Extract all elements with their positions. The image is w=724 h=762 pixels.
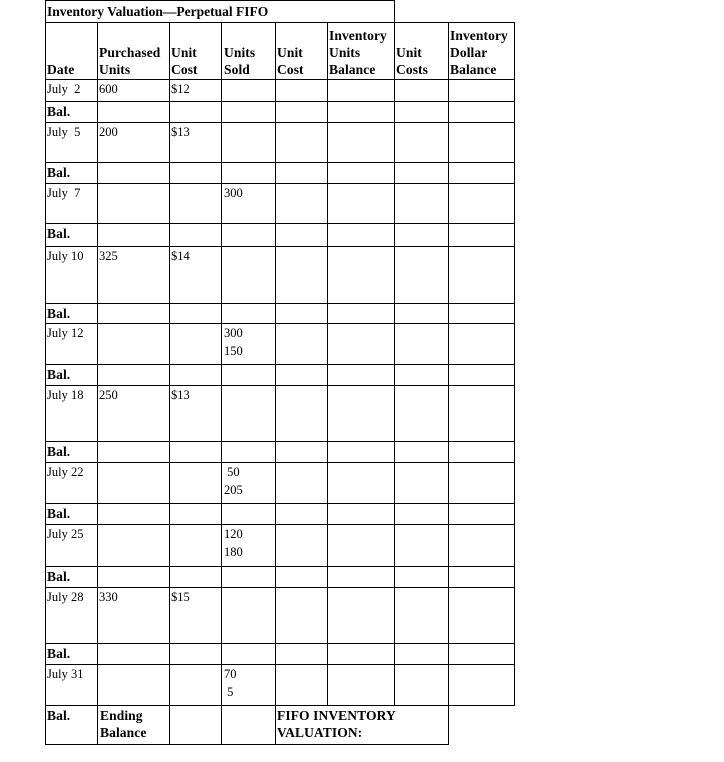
footer-column-divider	[448, 705, 449, 745]
row-divider	[45, 385, 515, 386]
balance-row-label: Bal.	[47, 306, 71, 321]
column-divider	[394, 22, 395, 706]
row-divider	[45, 162, 515, 163]
column-header-unit-cost-purchase: Unit	[171, 45, 197, 60]
column-header-purchased-units: Purchased	[99, 45, 161, 60]
row-divider	[45, 643, 515, 644]
entry-purchased-units: 325	[99, 249, 118, 263]
row-divider	[45, 323, 515, 324]
row-divider	[45, 246, 515, 247]
row-divider	[45, 364, 515, 365]
entry-unit-cost: $13	[171, 125, 190, 139]
balance-row-label: Bal.	[47, 506, 71, 521]
column-divider	[275, 22, 276, 706]
entry-units-sold: 205	[224, 483, 243, 497]
balance-row-label: Bal.	[47, 708, 71, 723]
entry-purchased-units: 250	[99, 388, 118, 402]
balance-row-label: Bal.	[47, 104, 71, 119]
column-header-unit-cost-purchase: Cost	[171, 62, 198, 77]
entry-unit-cost: $13	[171, 388, 190, 402]
entry-unit-cost: $12	[171, 82, 190, 96]
row-divider	[45, 524, 515, 525]
row-divider	[45, 101, 515, 102]
entry-units-sold: 70	[224, 667, 237, 681]
entry-units-sold: 180	[224, 545, 243, 559]
entry-date: July 18	[47, 388, 84, 402]
column-header-unit-cost-sold: Cost	[277, 62, 304, 77]
column-header-inventory-dollar-balance: Inventory	[450, 28, 508, 43]
row-divider	[45, 183, 515, 184]
row-divider	[45, 705, 515, 706]
column-header-inventory-units-balance: Balance	[329, 62, 376, 77]
entry-units-sold: 50	[224, 465, 240, 479]
column-divider	[221, 22, 222, 706]
footer-column-divider	[275, 705, 276, 745]
column-divider	[514, 22, 515, 706]
entry-unit-cost: $14	[171, 249, 190, 263]
column-divider	[327, 22, 328, 706]
entry-date: July 5	[47, 125, 81, 139]
entry-date: July 25	[47, 527, 84, 541]
title-right-border	[394, 0, 395, 22]
entry-date: July 22	[47, 465, 84, 479]
entry-units-sold: 150	[224, 344, 243, 358]
row-divider	[45, 223, 515, 224]
column-divider	[448, 22, 449, 706]
column-divider	[169, 22, 170, 706]
footer-column-divider	[45, 705, 46, 745]
entry-date: July 12	[47, 326, 84, 340]
row-divider	[45, 122, 515, 123]
column-divider	[45, 0, 46, 706]
balance-row-label: Bal.	[47, 646, 71, 661]
title-top-border	[45, 0, 395, 1]
balance-row-label: Bal.	[47, 569, 71, 584]
row-divider	[45, 503, 515, 504]
entry-units-sold: 300	[224, 326, 243, 340]
column-header-date: Date	[47, 62, 75, 77]
header-top-border	[45, 22, 515, 23]
column-header-inventory-units-balance: Units	[329, 45, 361, 60]
row-divider	[45, 79, 515, 80]
column-header-unit-costs: Costs	[396, 62, 429, 77]
entry-date: July 2	[47, 82, 81, 96]
entry-purchased-units: 200	[99, 125, 118, 139]
entry-date: July 31	[47, 667, 84, 681]
footer-bottom-border	[45, 744, 449, 745]
column-header-units-sold: Units	[224, 45, 256, 60]
column-header-inventory-dollar-balance: Dollar	[450, 45, 488, 60]
entry-date: July 28	[47, 590, 84, 604]
footer-column-divider	[97, 705, 98, 745]
column-divider	[97, 22, 98, 706]
entry-units-sold: 5	[224, 685, 234, 699]
column-header-purchased-units: Units	[99, 62, 131, 77]
fifo-valuation-label: FIFO INVENTORY	[277, 708, 396, 723]
entry-purchased-units: 600	[99, 82, 118, 96]
footer-column-divider	[221, 705, 222, 745]
column-header-inventory-dollar-balance: Balance	[450, 62, 497, 77]
row-divider	[45, 303, 515, 304]
column-header-inventory-units-balance: Inventory	[329, 28, 387, 43]
balance-row-label: Bal.	[47, 444, 71, 459]
row-divider	[45, 664, 515, 665]
row-divider	[45, 441, 515, 442]
ending-balance-label: Balance	[100, 725, 147, 740]
balance-row-label: Bal.	[47, 367, 71, 382]
row-divider	[45, 566, 515, 567]
balance-row-label: Bal.	[47, 226, 71, 241]
entry-unit-cost: $15	[171, 590, 190, 604]
column-header-units-sold: Sold	[224, 62, 250, 77]
entry-purchased-units: 330	[99, 590, 118, 604]
entry-units-sold: 300	[224, 186, 243, 200]
balance-row-label: Bal.	[47, 165, 71, 180]
footer-column-divider	[169, 705, 170, 745]
row-divider	[45, 462, 515, 463]
entry-units-sold: 120	[224, 527, 243, 541]
entry-date: July 7	[47, 186, 81, 200]
ending-balance-label: Ending	[100, 708, 143, 723]
fifo-valuation-label: VALUATION:	[277, 725, 363, 740]
column-header-unit-cost-sold: Unit	[277, 45, 303, 60]
column-header-unit-costs: Unit	[396, 45, 422, 60]
entry-date: July 10	[47, 249, 84, 263]
worksheet-title: Inventory Valuation—Perpetual FIFO	[47, 4, 269, 19]
row-divider	[45, 587, 515, 588]
